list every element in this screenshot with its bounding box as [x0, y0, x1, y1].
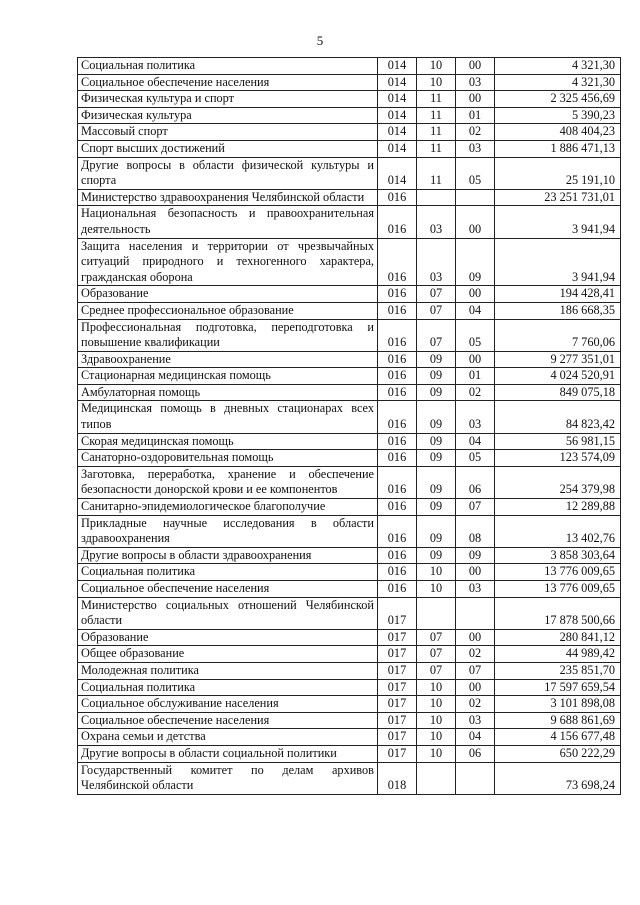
row-name: Социальное обеспечение населения — [78, 712, 378, 729]
section-code — [417, 189, 456, 206]
row-amount: 44 989,42 — [495, 646, 621, 663]
row-name: Социальная политика — [78, 58, 378, 75]
row-name: Здравоохранение — [78, 351, 378, 368]
ministry-code: 016 — [378, 466, 417, 498]
subsection-code: 00 — [456, 564, 495, 581]
row-amount: 849 075,18 — [495, 384, 621, 401]
ministry-code: 016 — [378, 319, 417, 351]
table-row — [78, 564, 621, 581]
section-code — [417, 762, 456, 794]
row-amount: 84 823,42 — [495, 401, 621, 433]
table-row — [78, 351, 621, 368]
subsection-code: 05 — [456, 319, 495, 351]
row-amount: 3 101 898,08 — [495, 696, 621, 713]
row-amount: 4 024 520,91 — [495, 368, 621, 385]
section-code: 10 — [417, 729, 456, 746]
subsection-code: 00 — [456, 629, 495, 646]
row-amount: 3 941,94 — [495, 206, 621, 238]
row-name: Защита населения и территории от чрезвычайных ситуаций природного и техногенного характера, гражданская оборона — [78, 238, 378, 286]
table-row — [78, 74, 621, 91]
section-code: 03 — [417, 238, 456, 286]
section-code: 10 — [417, 712, 456, 729]
table-row — [78, 499, 621, 516]
section-code: 07 — [417, 319, 456, 351]
section-code: 09 — [417, 515, 456, 547]
subsection-code: 00 — [456, 206, 495, 238]
subsection-code: 05 — [456, 157, 495, 189]
ministry-code: 014 — [378, 91, 417, 108]
row-amount: 408 404,23 — [495, 124, 621, 141]
row-name: Санаторно-оздоровительная помощь — [78, 450, 378, 467]
section-code: 07 — [417, 662, 456, 679]
table-row — [78, 302, 621, 319]
subsection-code: 04 — [456, 729, 495, 746]
row-name: Физическая культура и спорт — [78, 91, 378, 108]
subsection-code — [456, 189, 495, 206]
row-amount: 2 325 456,69 — [495, 91, 621, 108]
subsection-code — [456, 762, 495, 794]
budget-table — [77, 57, 621, 795]
row-amount: 25 191,10 — [495, 157, 621, 189]
row-amount: 4 156 677,48 — [495, 729, 621, 746]
row-name: Образование — [78, 629, 378, 646]
subsection-code: 09 — [456, 238, 495, 286]
subsection-code: 02 — [456, 646, 495, 663]
ministry-code: 016 — [378, 450, 417, 467]
row-amount: 186 668,35 — [495, 302, 621, 319]
row-amount: 280 841,12 — [495, 629, 621, 646]
table-row — [78, 91, 621, 108]
ministry-code: 016 — [378, 581, 417, 598]
row-amount: 17 597 659,54 — [495, 679, 621, 696]
ministry-code: 017 — [378, 712, 417, 729]
section-code: 09 — [417, 384, 456, 401]
table-row — [78, 384, 621, 401]
ministry-code: 016 — [378, 515, 417, 547]
row-name: Прикладные научные исследования в области здравоохранения — [78, 515, 378, 547]
row-name: Среднее профессиональное образование — [78, 302, 378, 319]
table-row — [78, 696, 621, 713]
row-amount: 56 981,15 — [495, 433, 621, 450]
section-code: 09 — [417, 351, 456, 368]
subsection-code: 07 — [456, 662, 495, 679]
subsection-code: 01 — [456, 368, 495, 385]
row-name: Социальное обслуживание населения — [78, 696, 378, 713]
table-row — [78, 729, 621, 746]
row-name: Спорт высших достижений — [78, 140, 378, 157]
row-amount: 235 851,70 — [495, 662, 621, 679]
section-code: 07 — [417, 629, 456, 646]
row-amount: 13 776 009,65 — [495, 564, 621, 581]
row-name: Национальная безопасность и правоохранительная деятельность — [78, 206, 378, 238]
ministry-code: 017 — [378, 646, 417, 663]
section-code: 10 — [417, 679, 456, 696]
row-amount: 13 776 009,65 — [495, 581, 621, 598]
section-code: 10 — [417, 581, 456, 598]
ministry-code: 016 — [378, 564, 417, 581]
section-code: 09 — [417, 547, 456, 564]
ministry-code: 016 — [378, 433, 417, 450]
section-code: 09 — [417, 433, 456, 450]
table-row — [78, 515, 621, 547]
row-name: Молодежная политика — [78, 662, 378, 679]
row-name: Другие вопросы в области физической культуры и спорта — [78, 157, 378, 189]
ministry-code: 016 — [378, 384, 417, 401]
table-row — [78, 58, 621, 75]
section-code: 11 — [417, 107, 456, 124]
section-code: 10 — [417, 564, 456, 581]
section-code: 11 — [417, 157, 456, 189]
section-code: 10 — [417, 58, 456, 75]
subsection-code: 02 — [456, 696, 495, 713]
section-code: 11 — [417, 124, 456, 141]
row-name: Массовый спорт — [78, 124, 378, 141]
table-row — [78, 629, 621, 646]
row-name: Другие вопросы в области социальной политики — [78, 745, 378, 762]
subsection-code: 00 — [456, 679, 495, 696]
subsection-code: 09 — [456, 547, 495, 564]
ministry-code: 016 — [378, 286, 417, 303]
table-row — [78, 712, 621, 729]
table-row — [78, 206, 621, 238]
table-row — [78, 238, 621, 286]
subsection-code: 02 — [456, 384, 495, 401]
table-row — [78, 401, 621, 433]
section-code: 10 — [417, 745, 456, 762]
row-amount: 1 886 471,13 — [495, 140, 621, 157]
section-code: 09 — [417, 499, 456, 516]
subsection-code: 06 — [456, 466, 495, 498]
section-code: 09 — [417, 450, 456, 467]
row-name: Охрана семьи и детства — [78, 729, 378, 746]
row-amount: 17 878 500,66 — [495, 597, 621, 629]
row-name: Скорая медицинская помощь — [78, 433, 378, 450]
row-name: Амбулаторная помощь — [78, 384, 378, 401]
section-code: 09 — [417, 368, 456, 385]
table-row — [78, 157, 621, 189]
ministry-code: 016 — [378, 368, 417, 385]
section-code: 10 — [417, 74, 456, 91]
ministry-code: 016 — [378, 238, 417, 286]
section-code: 11 — [417, 91, 456, 108]
ministry-code: 016 — [378, 302, 417, 319]
row-amount: 5 390,23 — [495, 107, 621, 124]
subsection-code: 05 — [456, 450, 495, 467]
section-code — [417, 597, 456, 629]
subsection-code: 06 — [456, 745, 495, 762]
table-row — [78, 319, 621, 351]
subsection-code: 03 — [456, 401, 495, 433]
ministry-code: 017 — [378, 629, 417, 646]
ministry-code: 014 — [378, 157, 417, 189]
row-amount: 4 321,30 — [495, 74, 621, 91]
ministry-code: 016 — [378, 401, 417, 433]
row-amount: 23 251 731,01 — [495, 189, 621, 206]
section-code: 09 — [417, 466, 456, 498]
table-row — [78, 368, 621, 385]
subsection-code: 00 — [456, 91, 495, 108]
subsection-code: 03 — [456, 712, 495, 729]
section-code: 09 — [417, 401, 456, 433]
ministry-code: 016 — [378, 206, 417, 238]
table-row — [78, 107, 621, 124]
subsection-code: 08 — [456, 515, 495, 547]
row-name: Социальная политика — [78, 679, 378, 696]
section-code: 07 — [417, 646, 456, 663]
row-amount: 7 760,06 — [495, 319, 621, 351]
subsection-code: 00 — [456, 286, 495, 303]
row-amount: 9 688 861,69 — [495, 712, 621, 729]
row-name: Стационарная медицинская помощь — [78, 368, 378, 385]
ministry-code: 017 — [378, 729, 417, 746]
table-row — [78, 762, 621, 794]
row-amount: 13 402,76 — [495, 515, 621, 547]
ministry-code: 017 — [378, 745, 417, 762]
subsection-code: 03 — [456, 74, 495, 91]
row-name: Санитарно-эпидемиологическое благополучие — [78, 499, 378, 516]
ministry-code: 014 — [378, 140, 417, 157]
row-amount: 3 858 303,64 — [495, 547, 621, 564]
subsection-code: 03 — [456, 581, 495, 598]
ministry-code: 014 — [378, 107, 417, 124]
section-code: 03 — [417, 206, 456, 238]
subsection-code: 00 — [456, 58, 495, 75]
table-row — [78, 679, 621, 696]
section-code: 11 — [417, 140, 456, 157]
row-name: Социальная политика — [78, 564, 378, 581]
ministry-code: 014 — [378, 74, 417, 91]
row-name: Министерство здравоохранения Челябинской области — [78, 189, 378, 206]
row-name: Физическая культура — [78, 107, 378, 124]
table-row — [78, 450, 621, 467]
ministry-code: 016 — [378, 351, 417, 368]
row-name: Профессиональная подготовка, переподготовка и повышение квалификации — [78, 319, 378, 351]
table-row — [78, 646, 621, 663]
row-amount: 123 574,09 — [495, 450, 621, 467]
subsection-code: 03 — [456, 140, 495, 157]
row-amount: 650 222,29 — [495, 745, 621, 762]
ministry-code: 018 — [378, 762, 417, 794]
row-name: Социальное обеспечение населения — [78, 74, 378, 91]
table-row — [78, 286, 621, 303]
ministry-code: 016 — [378, 499, 417, 516]
row-name: Медицинская помощь в дневных стационарах всех типов — [78, 401, 378, 433]
table-row — [78, 140, 621, 157]
ministry-code: 016 — [378, 547, 417, 564]
ministry-code: 014 — [378, 58, 417, 75]
table-row — [78, 662, 621, 679]
table-row — [78, 466, 621, 498]
ministry-code: 017 — [378, 679, 417, 696]
table-row — [78, 581, 621, 598]
row-name: Общее образование — [78, 646, 378, 663]
ministry-code: 017 — [378, 696, 417, 713]
table-row — [78, 547, 621, 564]
ministry-code: 016 — [378, 189, 417, 206]
row-name: Заготовка, переработка, хранение и обеспечение безопасности донорской крови и ее компонентов — [78, 466, 378, 498]
subsection-code: 02 — [456, 124, 495, 141]
row-amount: 73 698,24 — [495, 762, 621, 794]
row-name: Государственный комитет по делам архивов Челябинской области — [78, 762, 378, 794]
subsection-code: 04 — [456, 433, 495, 450]
table-row — [78, 189, 621, 206]
table-row — [78, 745, 621, 762]
subsection-code: 00 — [456, 351, 495, 368]
table-row — [78, 433, 621, 450]
row-name: Образование — [78, 286, 378, 303]
subsection-code: 04 — [456, 302, 495, 319]
row-amount: 12 289,88 — [495, 499, 621, 516]
row-amount: 3 941,94 — [495, 238, 621, 286]
subsection-code — [456, 597, 495, 629]
section-code: 10 — [417, 696, 456, 713]
section-code: 07 — [417, 286, 456, 303]
row-name: Социальное обеспечение населения — [78, 581, 378, 598]
page-number: 5 — [316, 33, 324, 48]
row-amount: 254 379,98 — [495, 466, 621, 498]
row-amount: 4 321,30 — [495, 58, 621, 75]
section-code: 07 — [417, 302, 456, 319]
ministry-code: 017 — [378, 597, 417, 629]
table-row — [78, 597, 621, 629]
subsection-code: 01 — [456, 107, 495, 124]
row-name: Министерство социальных отношений Челябинской области — [78, 597, 378, 629]
table-row — [78, 124, 621, 141]
ministry-code: 017 — [378, 662, 417, 679]
row-name: Другие вопросы в области здравоохранения — [78, 547, 378, 564]
row-amount: 9 277 351,01 — [495, 351, 621, 368]
subsection-code: 07 — [456, 499, 495, 516]
ministry-code: 014 — [378, 124, 417, 141]
row-amount: 194 428,41 — [495, 286, 621, 303]
budget-table-body — [78, 58, 621, 795]
